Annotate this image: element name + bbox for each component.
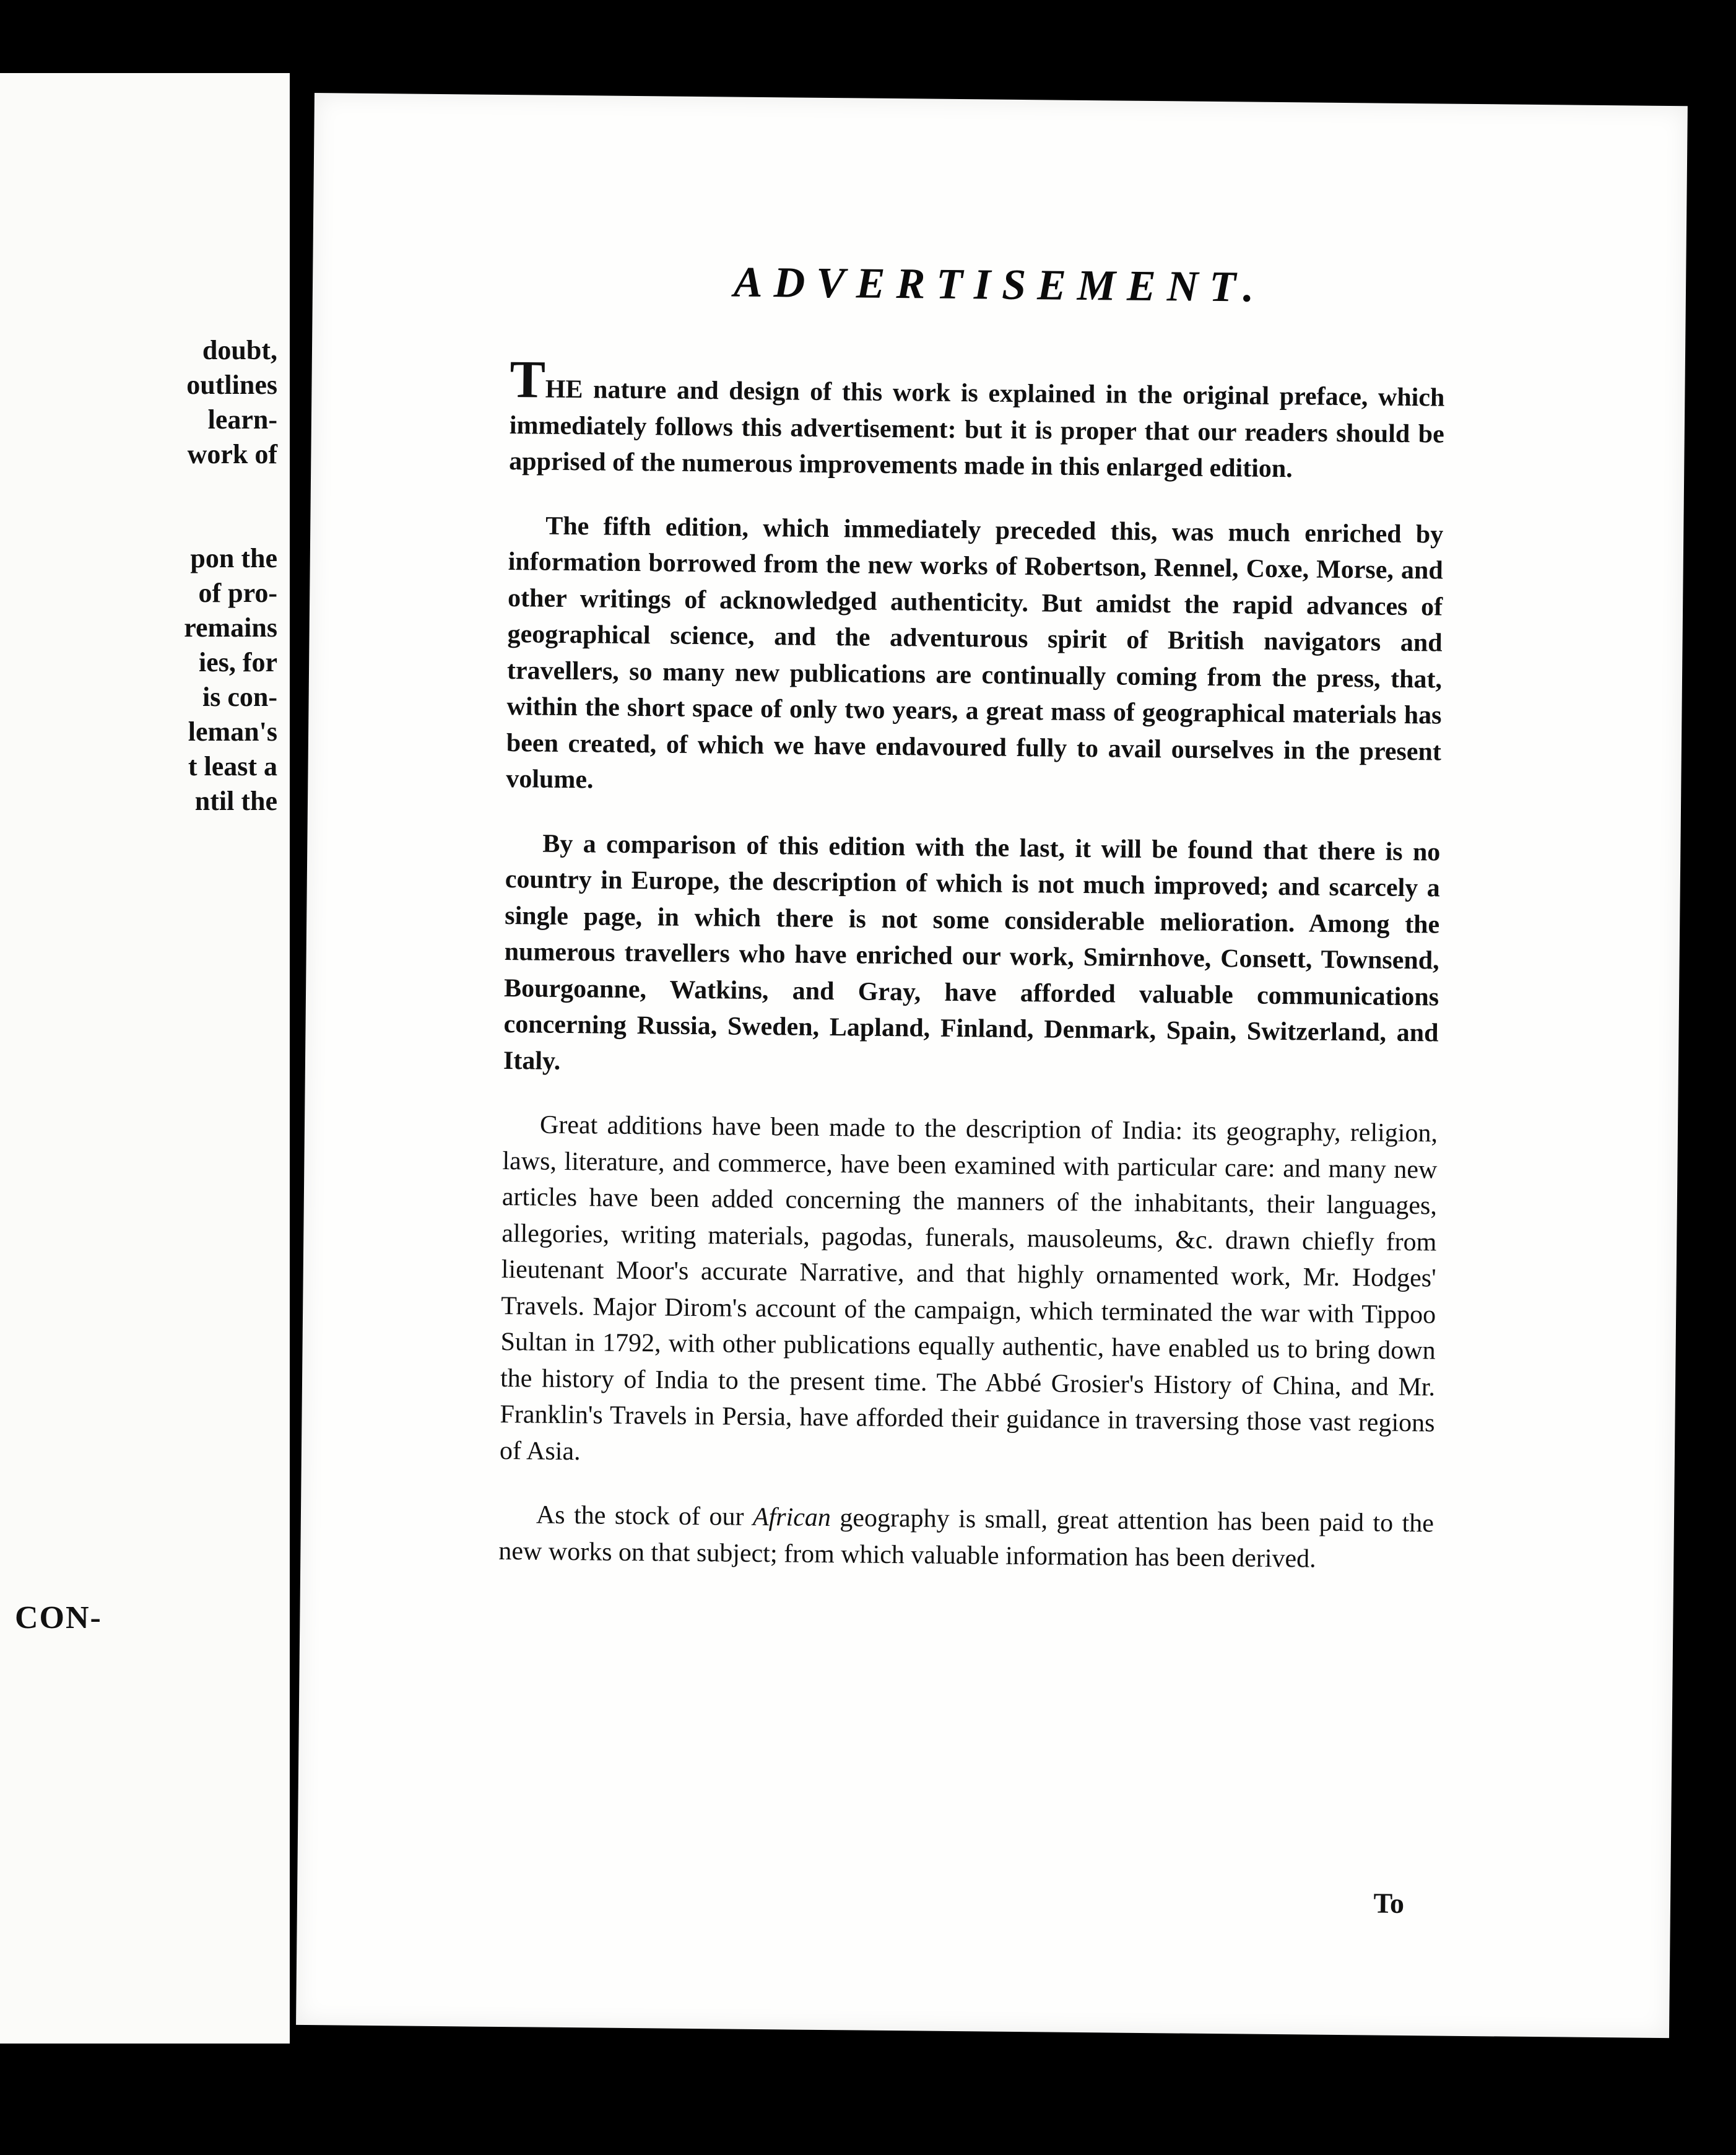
left-line: work of <box>187 439 277 469</box>
advertisement-body <box>498 349 1445 1606</box>
paragraph-3: By a comparison of this edition with the last, it will be found that there is no country in Europe, the description of which is not much improved; and scarcely a single page, in which there is not some considerable melioration. Among the numerous travellers who have enriched our work, Smirnhove, Consett, Townsend, Bourgoanne, Watkins, and Gray, have afforded valuable communications concerning Russia, Sweden, Lapland, Finland, Denmark, Spain, Switzerland, and Italy. <box>503 829 1441 1076</box>
left-line <box>17 507 277 541</box>
paragraph-1: THE nature and design of this work is explained in the original preface, which immediately follows this advertisement: but it is proper that our readers should be apprised of the numerous improvements made in this enlarged edition. <box>509 349 1445 484</box>
left-line: t least a <box>188 751 277 781</box>
drop-cap: T <box>510 349 546 409</box>
left-line: ies, for <box>198 647 277 677</box>
left-line: learn- <box>207 404 277 435</box>
paragraph-4: Great additions have been made to the description of India: its geography, religion, laws, literature, and commerce, have been examined with particular care: and many new articles have been added concerning the manners of the inhabitants, their languages, allegories, writing materials, pagodas, funerals, mausoleums, &c. drawn chiefly from lieutenant Moor's accurate Narrative, and that highly ornamented work, Mr. Hodges' Travels. Major Dirom's account of the campaign, which terminated the war with Tippoo Sultan in 1792, with other publications equally authentic, have enabled us to bring down the history of India to the present time. The Abbé Grosier's History of China, and Mr. Franklin's Travels in Persia, have afforded their guidance in traversing those vast regions of Asia. <box>499 1110 1438 1466</box>
left-line: remains <box>184 612 277 643</box>
page-title: ADVERTISEMENT. <box>733 258 1265 311</box>
left-line: is con- <box>202 682 277 712</box>
paragraph-2: The fifth edition, which immediately preceded this, was much enriched by information borrowed from the new works of Robertson, Rennel, Coxe, Morse, and other writings of acknowledged authenticity. But amidst the rapid advances of geographical science, and the adventurous spirit of British navigators and travellers, so many new publications are continually coming from the press, that, within the short space of only two years, a great mass of geographical materials has been created, of which we have endavoured fully to avail ourselves in the present volume. <box>506 512 1444 795</box>
left-page <box>0 73 290 2044</box>
right-catchword: To <box>1373 1887 1405 1920</box>
paragraph-5: As the stock of our African geography is small, great attention has been paid to the new works on that subject; from which valuable information has been derived. <box>498 1500 1434 1574</box>
left-line: outlines <box>186 370 277 400</box>
left-catchword: CON- <box>15 1600 102 1635</box>
left-line: of pro- <box>198 578 277 608</box>
right-page <box>296 93 1688 2038</box>
left-line <box>17 472 277 507</box>
left-line: leman's <box>188 716 277 747</box>
left-line: pon the <box>190 543 277 573</box>
left-line: ntil the <box>194 786 277 816</box>
left-line: doubt, <box>202 335 277 365</box>
left-page-text <box>17 333 277 819</box>
